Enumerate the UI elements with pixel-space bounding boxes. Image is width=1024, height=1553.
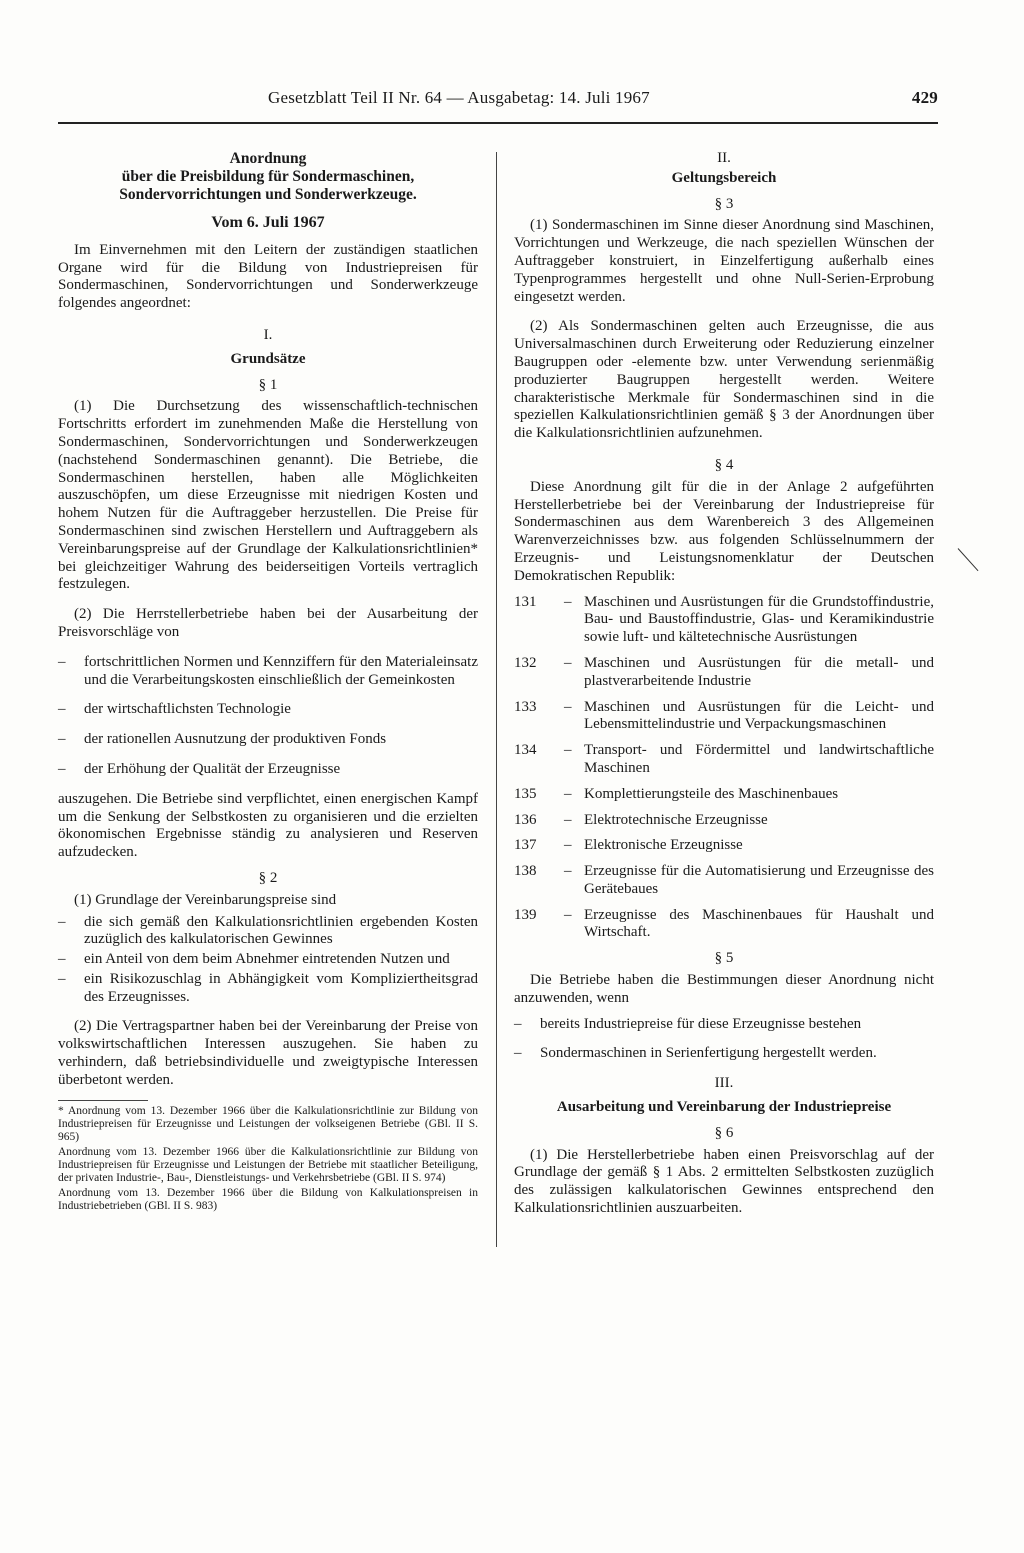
- section-heading: Ausarbeitung und Vereinbarung der Industriepreise: [556, 1099, 892, 1116]
- paragraph-text: (1) Die Durchsetzung des wissenschaftlich-technischen Fortschritts erfordert im zunehmenden Maße die Herstellung von Sondermaschinen, Sondervorrichtungen und Sonderwerkzeugen (nachstehend Sondermaschinen genannt). Die Betriebe, die Sondermaschinen herstellen, haben alle Möglichkeiten auszuschöpfen, um diese Erzeugnisse mit niedrigen Kosten und hohem Nutzen für die Auftraggeber herzustellen. Die Preise für Sondermaschinen sind zwischen Herstellern und Auftraggebern als Vereinbarungspreise auf der Grundlage der Kalkulationsrichtlinien* bei gleichzeitiger Wahrung des beiderseitigen Vorteils vertraglich festzulegen.: [58, 398, 478, 593]
- dash-list: [58, 654, 478, 779]
- list-code: 134: [514, 742, 537, 759]
- section-numeral: I.: [263, 326, 273, 343]
- footnotes: [58, 1105, 478, 1213]
- list-item: 131 – Maschinen und Ausrüstungen für die Grundstoffindustrie, Bau- und Baustoffindustrie, Glas- und Keramikindustrie sowie luft- und kältetechnische Ausrüstungen: [514, 593, 934, 646]
- list-item: 137 – Elektronische Erzeugnisse: [514, 837, 934, 855]
- running-title: Gesetzblatt Teil II Nr. 64 — Ausgabetag: 14. Juli 1967: [268, 88, 650, 107]
- footnote-rule: [58, 1100, 148, 1101]
- preamble: Im Einvernehmen mit den Leitern der zuständigen staatlichen Organe wird für die Bildung von Industriepreisen für Sondermaschinen, Sondervorrichtungen und Sonderwerkzeuge folgendes angeordnet:: [58, 241, 478, 312]
- list-item: 132 – Maschinen und Ausrüstungen für die metall- und plastverarbeitende Industrie: [514, 654, 934, 689]
- list-item: – die sich gemäß den Kalkulationsrichtlinien ergebenden Kosten zuzüglich des kalkulatorischen Gewinnes: [58, 914, 478, 950]
- list-text: Elektronische Erzeugnisse: [584, 837, 743, 854]
- paragraph-text: (1) Grundlage der Vereinbarungspreise sind: [74, 891, 337, 908]
- paragraph-text: (2) Die Vertragspartner haben bei der Vereinbarung der Preise von volkswirtschaftlichen Interessen auszugehen. Sie haben zu verhindern, daß betriebsindividuelle und zweigtypische Interessen überbetont werden.: [58, 1018, 478, 1088]
- page-number: 429: [911, 88, 938, 107]
- document-title-line2: über die Preisbildung für Sondermaschinen,: [121, 168, 415, 185]
- paragraph-text: (2) Die Herrstellerbetriebe haben bei der Ausarbeitung der Preisvorschläge von: [58, 606, 478, 640]
- list-item: – der Erhöhung der Qualität der Erzeugnisse: [58, 761, 478, 779]
- list-item: – bereits Industriepreise für diese Erzeugnisse bestehen: [514, 1016, 934, 1034]
- paragraph-text: (1) Sondermaschinen im Sinne dieser Anordnung sind Maschinen, Vorrichtungen und Werkzeuge, die nach speziellen Wünschen der Auftraggeber konstruiert, in Einzelfertigung außerhalb eines Typenprogrammes hergestellt und ohne Null-Serien-Erprobung eingesetzt werden.: [514, 217, 934, 305]
- footnote: Anordnung vom 13. Dezember 1966 über die Bildung von Kalkulationspreisen in Industriebetrieben (GBl. II S. 983): [58, 1186, 478, 1212]
- right-column: [514, 150, 934, 1218]
- list-code: 131: [514, 593, 537, 610]
- paragraph-label: § 3: [714, 195, 734, 212]
- section-heading: Geltungsbereich: [671, 169, 777, 186]
- list-item: 134 – Transport- und Fördermittel und landwirtschaftliche Maschinen: [514, 742, 934, 776]
- list-code: 135: [514, 785, 537, 802]
- column-divider: [496, 152, 497, 1247]
- footnote: * Anordnung vom 13. Dezember 1966 über die Kalkulationsrichtlinie zur Bildung von Industriepreisen für Erzeugnisse und Leistungen der volkseigenen Betriebe (GBl. II S. 965): [58, 1104, 478, 1143]
- list-item: 133 – Maschinen und Ausrüstungen für die Leicht- und Lebensmittelindustrie und Verpackungsmaschinen: [514, 698, 934, 733]
- list-item: – ein Anteil von dem beim Abnehmer eintretenden Nutzen und: [58, 951, 478, 969]
- footnote: Anordnung vom 13. Dezember 1966 über die Kalkulationsrichtlinie zur Bildung von Industriepreisen für Erzeugnisse und Leistungen der Betriebe mit staatlicher Beteiligung, der privaten Industrie-, Bau-, Dienstleistungs- und Verkehrsbetriebe (GBl. II S. 974): [58, 1145, 478, 1184]
- document-title-line3: Sondervorrichtungen und Sonderwerkzeuge.: [119, 186, 417, 203]
- list-text: Erzeugnisse für die Automatisierung und Erzeugnisse des Gerätebaues: [584, 863, 934, 897]
- list-item: – fortschrittlichen Normen und Kennziffern für den Materialeinsatz und die Verarbeitungskosten einschließlich der Gemeinkosten: [58, 654, 478, 690]
- list-item: 136 – Elektrotechnische Erzeugnisse: [514, 812, 934, 830]
- paragraph-text: Diese Anordnung gilt für die in der Anlage 2 aufgeführten Herstellerbetriebe bei der Vereinbarung der Industriepreise für Sondermaschinen aus dem Warenbereich 3 des Allgemeinen Warenverzeichnisses bzw. aus folgenden Schlüsselnummern der Erzeugnis- und Leistungsnomenklatur der Deutschen Demokratischen Republik:: [514, 478, 934, 584]
- list-text: Maschinen und Ausrüstungen für die Leicht- und Lebensmittelindustrie und Verpackungsmaschinen: [584, 698, 934, 733]
- dash-list: [58, 914, 478, 1007]
- code-list: [514, 594, 934, 943]
- list-code: 133: [514, 698, 537, 715]
- document-date: Vom 6. Juli 1967: [211, 214, 325, 231]
- document-title-line1: Anordnung: [229, 150, 307, 167]
- list-text: Erzeugnisse des Maschinenbaues für Haushalt und Wirtschaft.: [584, 906, 934, 941]
- list-item: 139 – Erzeugnisse des Maschinenbaues für Haushalt und Wirtschaft.: [514, 906, 934, 941]
- list-text: Maschinen und Ausrüstungen für die metall- und plastverarbeitende Industrie: [584, 654, 934, 689]
- paragraph-label: § 2: [258, 869, 278, 886]
- list-text: Transport- und Fördermittel und landwirtschaftliche Maschinen: [584, 742, 934, 776]
- paragraph-label: § 6: [714, 1124, 734, 1141]
- left-column: [58, 150, 478, 1215]
- margin-mark: [958, 548, 979, 571]
- list-item: 138 – Erzeugnisse für die Automatisierung und Erzeugnisse des Gerätebaues: [514, 863, 934, 897]
- list-item: – Sondermaschinen in Serienfertigung hergestellt werden.: [514, 1045, 934, 1063]
- list-item: 135 – Komplettierungsteile des Maschinenbaues: [514, 786, 934, 804]
- page-header: [58, 88, 938, 114]
- section-heading: Grundsätze: [230, 350, 306, 367]
- list-text: Maschinen und Ausrüstungen für die Grundstoffindustrie, Bau- und Baustoffindustrie, Glas- und Keramikindustrie sowie luft- und kältetechnische Ausrüstungen: [584, 593, 934, 646]
- section-numeral: III.: [714, 1075, 734, 1092]
- paragraph-label: § 1: [258, 376, 278, 393]
- list-code: 138: [514, 863, 537, 880]
- paragraph-label: § 5: [714, 950, 734, 967]
- header-rule: [58, 122, 938, 124]
- dash-list: [514, 1016, 934, 1064]
- list-code: 132: [514, 654, 537, 671]
- paragraph-text: auszugehen. Die Betriebe sind verpflichtet, einen energischen Kampf um die Senkung der Selbstkosten zu organisieren und die erzielten ökonomischen Ergebnisse ständig zu analysieren und Reserven aufzudecken.: [58, 790, 478, 861]
- list-item: – der wirtschaftlichsten Technologie: [58, 701, 478, 719]
- list-text: Komplettierungsteile des Maschinenbaues: [584, 785, 839, 802]
- list-code: 137: [514, 837, 537, 854]
- list-code: 139: [514, 906, 537, 923]
- list-item: – ein Risikozuschlag in Abhängigkeit vom Kompliziertheitsgrad des Erzeugnisses.: [58, 971, 478, 1007]
- list-item: – der rationellen Ausnutzung der produktiven Fonds: [58, 731, 478, 749]
- paragraph-text: (2) Als Sondermaschinen gelten auch Erzeugnisse, die aus Universalmaschinen durch Erweiterung oder Reduzierung einzelner Baugruppen oder -elemente bzw. unter Verwendung serienmäßig produzierter Baugruppen hergestellt werden. Weitere charakteristische Merkmale für Sondermaschinen sind in die speziellen Kalkulationsrichtlinien gemäß § 3 der Anordnungen über die Kalkulationsrichtlinien aufzunehmen.: [514, 318, 934, 442]
- paragraph-text: Die Betriebe haben die Bestimmungen dieser Anordnung nicht anzuwenden, wenn: [514, 972, 934, 1006]
- paragraph-label: § 4: [714, 456, 734, 473]
- list-text: Elektrotechnische Erzeugnisse: [584, 811, 768, 828]
- list-code: 136: [514, 811, 537, 828]
- paragraph-text: (1) Die Herstellerbetriebe haben einen Preisvorschlag auf der Grundlage der gemäß § 1 Abs. 2 ermittelten Selbstkosten zuzüglich des zulässigen kalkulatorischen Gewinnes entsprechend den Kalkulationsrichtlinien auszuarbeiten.: [514, 1146, 934, 1217]
- section-numeral: II.: [717, 150, 731, 166]
